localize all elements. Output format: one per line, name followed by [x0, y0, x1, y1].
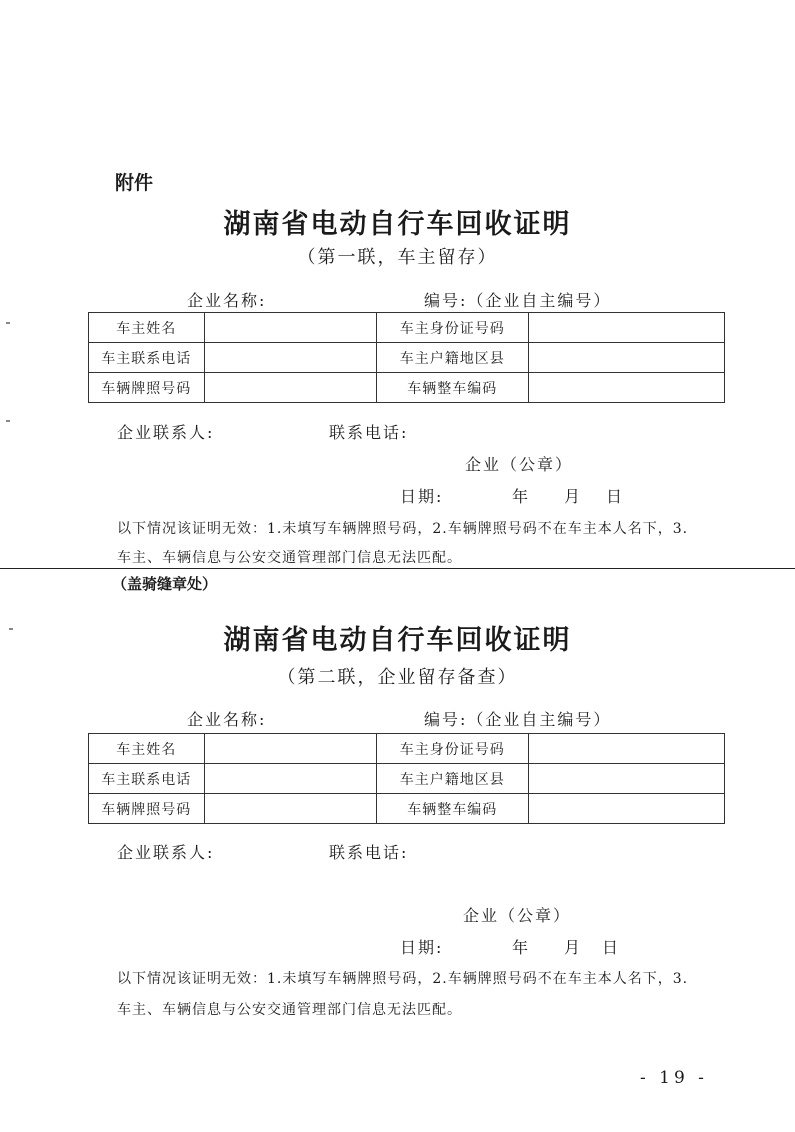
owner-district-label: 车主户籍地区县 [376, 343, 528, 373]
owner-district-field[interactable] [528, 764, 724, 794]
seal-separator-line [0, 568, 795, 569]
owner-name-field[interactable] [204, 734, 376, 764]
vehicle-code-label: 车辆整车编码 [376, 373, 528, 403]
scan-mark [6, 420, 10, 422]
plate-number-field[interactable] [204, 794, 376, 824]
date-label: 日期: [400, 487, 444, 506]
day-label: 日 [606, 487, 625, 506]
owner-phone-label: 车主联系电话 [89, 764, 205, 794]
day-label: 日 [602, 938, 621, 957]
table-row [89, 794, 725, 824]
invalid-note-line-2: 车主、车辆信息与公安交通管理部门信息无法匹配。 [117, 550, 462, 566]
plate-number-field[interactable] [204, 373, 376, 403]
company-name-label: 企业名称: [187, 291, 267, 310]
table-row [89, 343, 725, 373]
vehicle-code-field[interactable] [528, 794, 724, 824]
owner-id-label: 车主身份证号码 [376, 734, 528, 764]
invalid-note-line-1: 以下情况该证明无效：1.未填写车辆牌照号码，2.车辆牌照号码不在车主本人名下，3. [117, 971, 689, 987]
owner-id-field[interactable] [528, 734, 724, 764]
plate-number-label: 车辆牌照号码 [89, 373, 205, 403]
owner-district-label: 车主户籍地区县 [376, 764, 528, 794]
month-label: 月 [564, 487, 583, 506]
year-label: 年 [512, 938, 531, 957]
date-label: 日期: [400, 938, 444, 957]
owner-district-field[interactable] [528, 343, 724, 373]
company-name-label: 企业名称: [187, 710, 267, 729]
contact-phone-label: 联系电话: [329, 423, 409, 442]
owner-phone-field[interactable] [204, 764, 376, 794]
attachment-label: 附件 [115, 172, 154, 194]
invalid-note-line-1: 以下情况该证明无效：1.未填写车辆牌照号码，2.车辆牌照号码不在车主本人名下，3. [117, 521, 689, 537]
owner-id-label: 车主身份证号码 [376, 313, 528, 343]
number-label: 编号:（企业自主编号） [424, 291, 612, 310]
certificate-subtitle: （第二联，企业留存备查） [277, 667, 518, 688]
owner-info-table [88, 312, 725, 403]
owner-phone-field[interactable] [204, 343, 376, 373]
company-seal-label: 企业（公章） [465, 455, 574, 474]
owner-info-table [88, 733, 725, 824]
certificate-title: 湖南省电动自行车回收证明 [223, 625, 572, 656]
table-row [89, 764, 725, 794]
month-label: 月 [564, 938, 583, 957]
page-number: - 19 - [640, 1068, 708, 1088]
certificate-title: 湖南省电动自行车回收证明 [223, 209, 572, 240]
owner-id-field[interactable] [528, 313, 724, 343]
number-label: 编号:（企业自主编号） [424, 710, 612, 729]
vehicle-code-label: 车辆整车编码 [376, 794, 528, 824]
certificate-subtitle: （第一联，车主留存） [297, 247, 498, 268]
table-row [89, 313, 725, 343]
company-seal-label: 企业（公章） [463, 906, 572, 925]
invalid-note-line-2: 车主、车辆信息与公安交通管理部门信息无法匹配。 [117, 1002, 462, 1018]
company-contact-label: 企业联系人: [117, 423, 215, 442]
company-contact-label: 企业联系人: [117, 843, 215, 862]
plate-number-label: 车辆牌照号码 [89, 794, 205, 824]
owner-name-field[interactable] [204, 313, 376, 343]
contact-phone-label: 联系电话: [329, 843, 409, 862]
owner-name-label: 车主姓名 [89, 313, 205, 343]
table-row [89, 373, 725, 403]
table-row [89, 734, 725, 764]
scan-mark [6, 322, 10, 324]
year-label: 年 [512, 487, 531, 506]
seal-separator-note: （盖骑缝章处） [112, 575, 218, 593]
owner-name-label: 车主姓名 [89, 734, 205, 764]
vehicle-code-field[interactable] [528, 373, 724, 403]
owner-phone-label: 车主联系电话 [89, 343, 205, 373]
